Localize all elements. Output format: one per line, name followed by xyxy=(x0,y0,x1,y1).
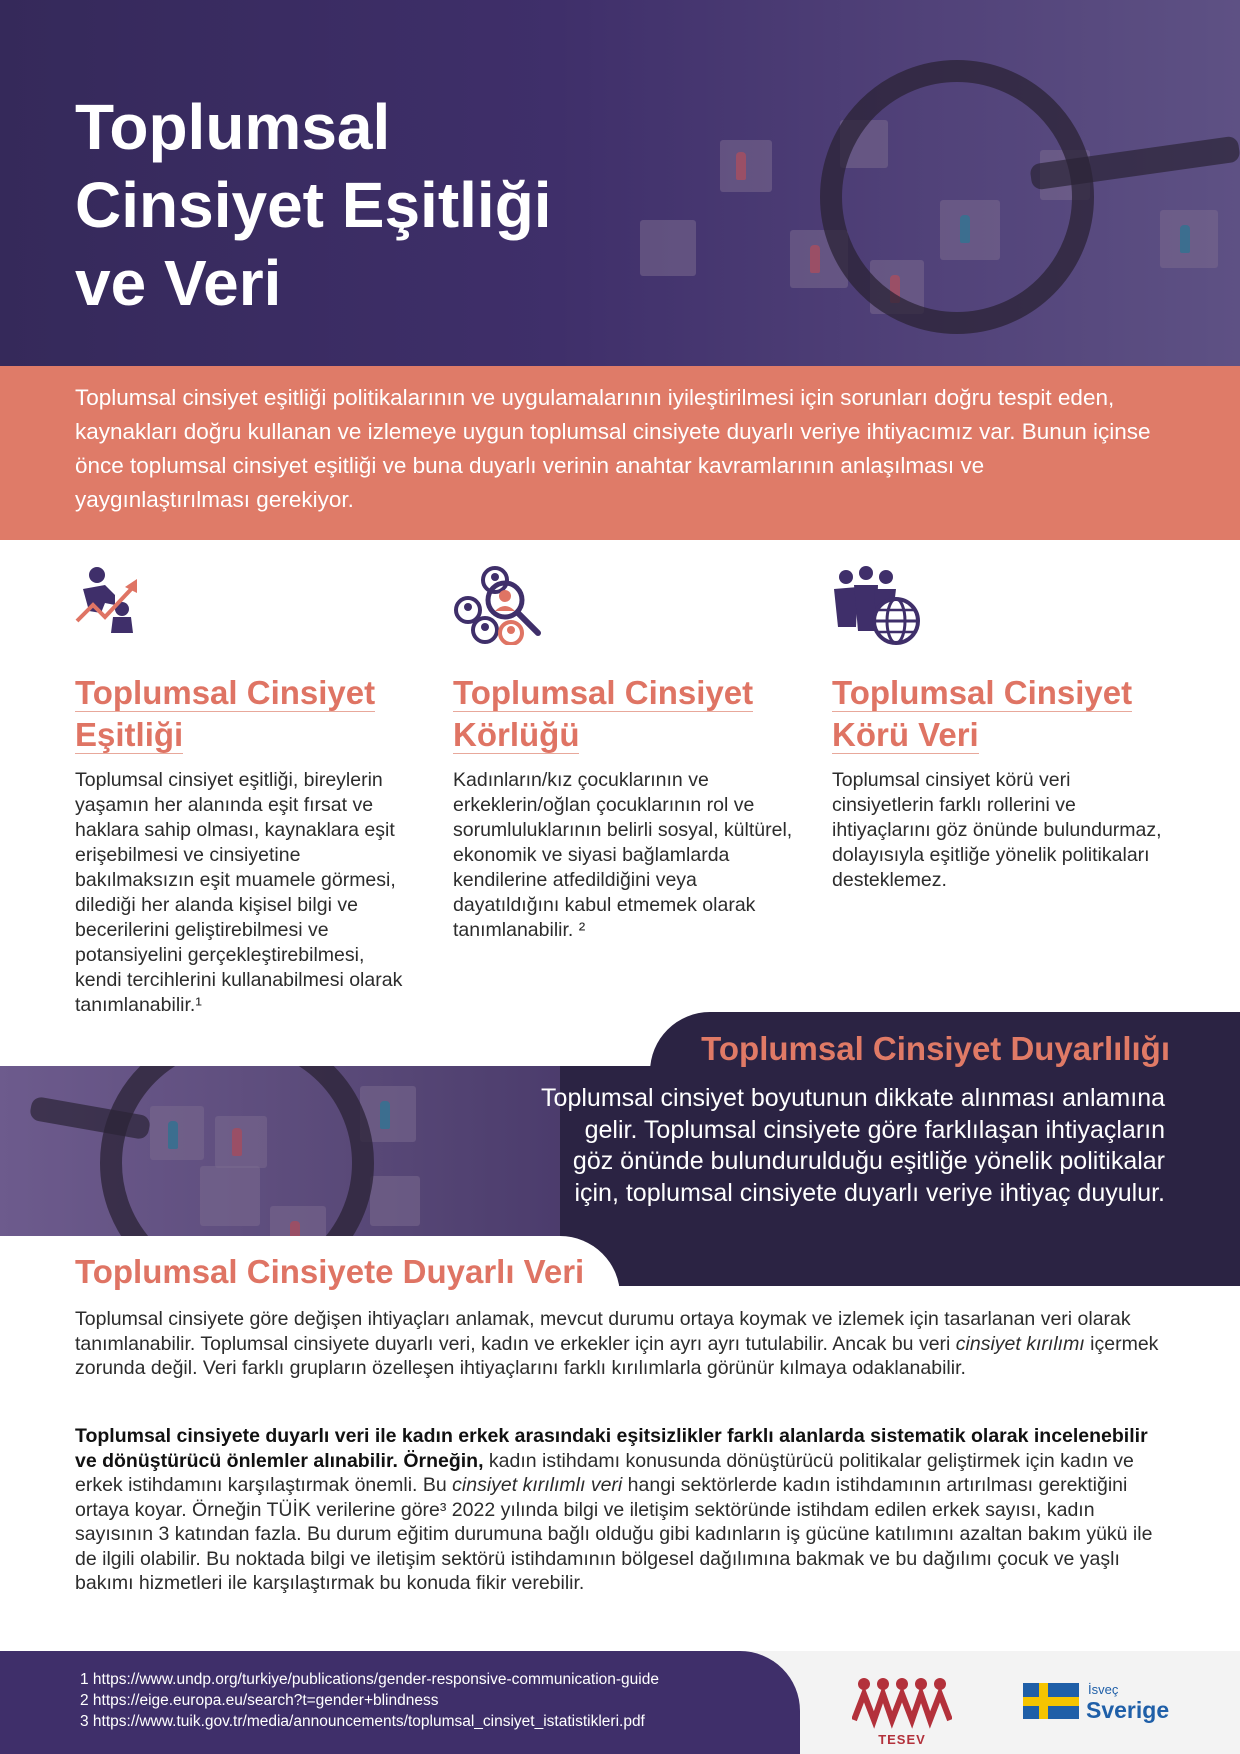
sweden-flag-icon xyxy=(1023,1683,1079,1719)
gender-equality-text: Toplumsal cinsiyet eşitliği, bireylerin yaşamın her alanında eşit fırsat ve haklara sahip olması, kaynaklara eşit erişebilmesi ve cinsiyetine bakılmaksızın eşit muamele görmesi, dilediği her alanda kişisel bilgi ve becerilerini geliştirebilmesi ve potansiyelini gerçekleştirebilmesi, kendi tercihlerini kullanabilmesi olarak tanımlanabilir.¹ xyxy=(75,769,403,1016)
equality-chart-icon xyxy=(75,565,145,635)
gender-blindness-text: Kadınların/kız çocuklarının ve erkeklerin/oğlan çocuklarının rol ve sorumluluklarının belirli sosyal, kültürel, ekonomik ve siyasi bağlamlarda kendilerine atfedildiğini veya dayatıldığını kabul etmemek olarak tanımlanabilir. ² xyxy=(453,769,793,941)
footnote-2[interactable]: 2 https://eige.europa.eu/search?t=gender+blindness xyxy=(80,1692,439,1709)
gender-equality-title: Toplumsal Cinsiyet Eşitliği xyxy=(75,674,376,753)
tesev-logo xyxy=(852,1672,952,1732)
responsive-data-title: Toplumsal Cinsiyete Duyarlı Veri xyxy=(75,1253,585,1290)
magnifier-people-icon xyxy=(453,565,553,645)
gender-blind-data-text: Toplumsal cinsiyet körü veri cinsiyetlerin farklı rollerini ve ihtiyaçlarını göz önünde bulundurmaz, dolayısıyla eşitliğe yönelik politikaları desteklemez. xyxy=(832,769,1162,891)
sweden-logo-text: Sverige xyxy=(1086,1697,1170,1723)
magnifier-photo-illustration xyxy=(640,0,1240,366)
responsive-data-paragraph-1: Toplumsal cinsiyete göre değişen ihtiyaçları anlamak, mevcut durumu ortaya koymak ve izlemek için tasarlanan veri olarak tanımlanabilir. Toplumsal cinsiyete duyarlı veri, kadın ve erkekler için ayrı ayrı tutulabilir. Ancak bu veri cinsiyet kırılımı içermek zorunda değil. Veri farklı grupların özelleşen ihtiyaçlarını farklı kırılımlarla görünür kılmaya odaklanabilir. xyxy=(75,1308,1159,1379)
sensitivity-title: Toplumsal Cinsiyet Duyarlılığı xyxy=(701,1030,1170,1067)
footnote-3[interactable]: 3 https://www.tuik.gov.tr/media/announcements/toplumsal_cinsiyet_istatistikleri.pdf xyxy=(80,1713,645,1730)
people-globe-icon xyxy=(832,565,927,645)
sensitivity-text: Toplumsal cinsiyet boyutunun dikkate alınması anlamına gelir. Toplumsal cinsiyete göre farklılaşan ihtiyaçların göz önünde bulundurulduğu eşitliğe yönelik politikalar için, toplumsal cinsiyete duyarlı veriye ihtiyaç duyulur. xyxy=(541,1084,1165,1207)
responsive-data-paragraph-2: Toplumsal cinsiyete duyarlı veri ile kadın erkek arasındaki eşitsizlikler farklı alanlarda sistematik olarak incelenebilir ve dönüştürücü önlemler alınabilir. Örneğin, kadın istihdamı konusunda dönüştürücü politikalar geliştirmek için kadın ve erkek istihdamını karşılaştırmak önemli. Bu cinsiyet kırılımlı veri hangi sektörlerde kadın istihdamının artırılması gerektiğini ortaya koyar. Örneğin TÜİK verilerine göre³ 2022 yılında bilgi ve iletişim sektöründe istihdam edilen erkek sayısı, kadın sayısının 3 katından fazla. Bu durum eğitim durumuna bağlı olduğu gibi kadınların iş gücüne katılımını azaltan bakım yükü ile de ilgili olabilir. Bu noktada bilgi ve iletişim sektörü istihdamının bölgesel dağılımına bakmak ve bu dağılımı çocuk ve yaşlı bakımı hizmetleri ile karşılaştırmak bu konuda fikir verebilir. xyxy=(75,1425,1153,1594)
intro-text: Toplumsal cinsiyet eşitliği politikalarının ve uygulamalarının iyileştirilmesi için sorunları doğru tespit eden, kaynakları doğru kullanan ve izlemeye uygun toplumsal cinsiyete duyarlı veriye ihtiyacımız var. Bunun içinse önce toplumsal cinsiyet eşitliği ve buna duyarlı verinin anahtar kavramlarının anlaşılması ve yaygınlaştırılması gerekiyor. xyxy=(75,385,1151,512)
footnote-1[interactable]: 1 https://www.undp.org/turkiye/publications/gender-responsive-communication-guide xyxy=(80,1671,659,1688)
tesev-logo-text: TESEV xyxy=(878,1732,926,1747)
sweden-logo-small-text: İsveç xyxy=(1088,1682,1119,1697)
gender-blind-data-title: Toplumsal Cinsiyet Körü Veri xyxy=(832,674,1133,753)
gender-blindness-title: Toplumsal Cinsiyet Körlüğü xyxy=(453,674,754,753)
page-title: Toplumsal Cinsiyet Eşitliği ve Veri xyxy=(75,91,552,319)
